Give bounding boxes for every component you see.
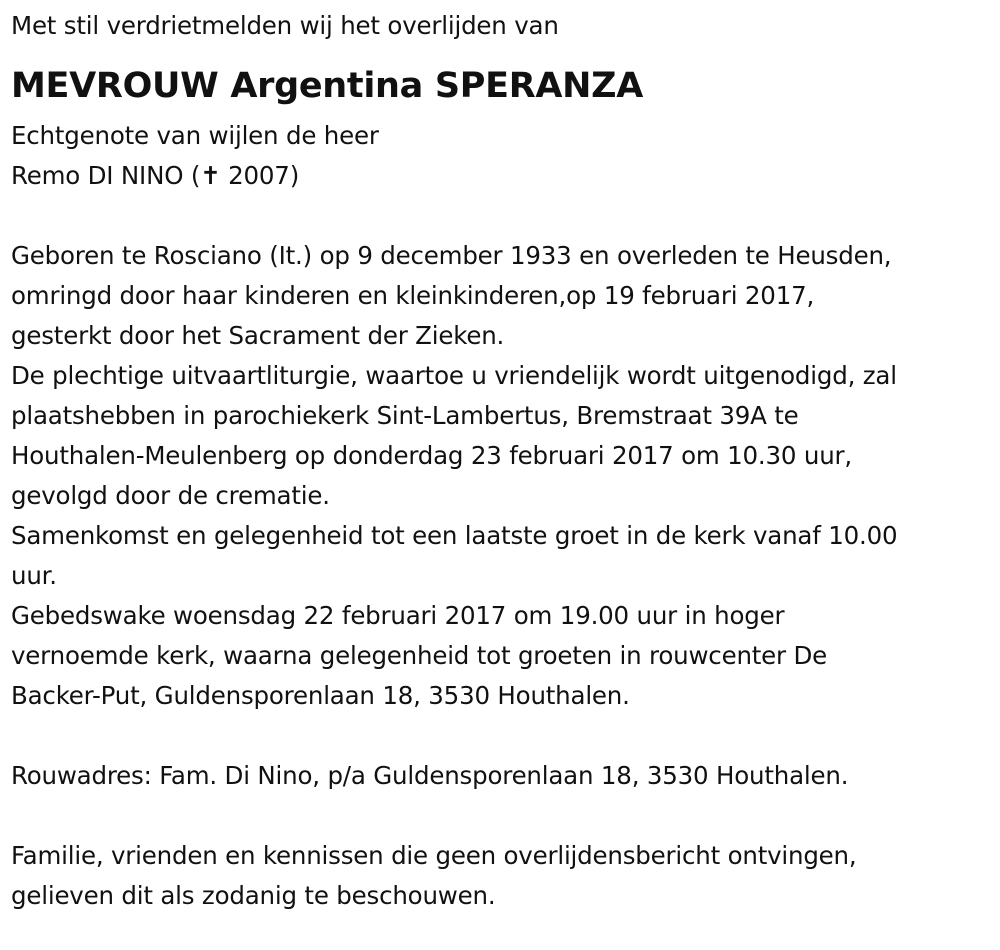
closing-line: Familie, vrienden en kennissen die geen overlijdensbericht ontvingen, [11,841,857,870]
body-line: gevolgd door de crematie. [11,481,330,510]
closing-note [11,836,996,916]
notice-body [11,236,996,716]
body-line: gesterkt door het Sacrament der Zieken. [11,321,505,350]
body-line: vernoemde kerk, waarna gelegenheid tot groeten in rouwcenter De [11,641,828,670]
body-line: Geboren te Rosciano (It.) op 9 december 1933 en overleden te Heusden, [11,241,892,270]
spacer [11,716,996,756]
closing-line: gelieven dit als zodanig te beschouwen. [11,881,496,910]
deceased-name: MEVROUW Argentina SPERANZA [11,66,644,106]
body-line: De plechtige uitvaartliturgie, waartoe u vriendelijk wordt uitgenodigd, zal [11,361,897,390]
spouse-name-line: Remo DI NINO (✝ 2007) [11,161,300,190]
intro-text: Met stil verdrietmelden wij het overlijden van [11,11,559,40]
body-line: Houthalen-Meulenberg op donderdag 23 februari 2017 om 10.30 uur, [11,441,852,470]
body-line: Samenkomst en gelegenheid tot een laatste groet in de kerk vanaf 10.00 [11,521,898,550]
mourning-address: Rouwadres: Fam. Di Nino, p/a Guldensporenlaan 18, 3530 Houthalen. [11,761,849,790]
body-line: uur. [11,561,57,590]
body-line: plaatshebben in parochiekerk Sint-Lambertus, Bremstraat 39A te [11,401,799,430]
body-line: Backer-Put, Guldensporenlaan 18, 3530 Houthalen. [11,681,630,710]
obituary-notice [11,6,996,916]
spacer [11,46,996,56]
spacer [11,796,996,836]
spouse-line: Echtgenote van wijlen de heer [11,121,379,150]
body-line: omringd door haar kinderen en kleinkinderen,op 19 februari 2017, [11,281,815,310]
body-line: Gebedswake woensdag 22 februari 2017 om 19.00 uur in hoger [11,601,785,630]
spacer [11,196,996,236]
